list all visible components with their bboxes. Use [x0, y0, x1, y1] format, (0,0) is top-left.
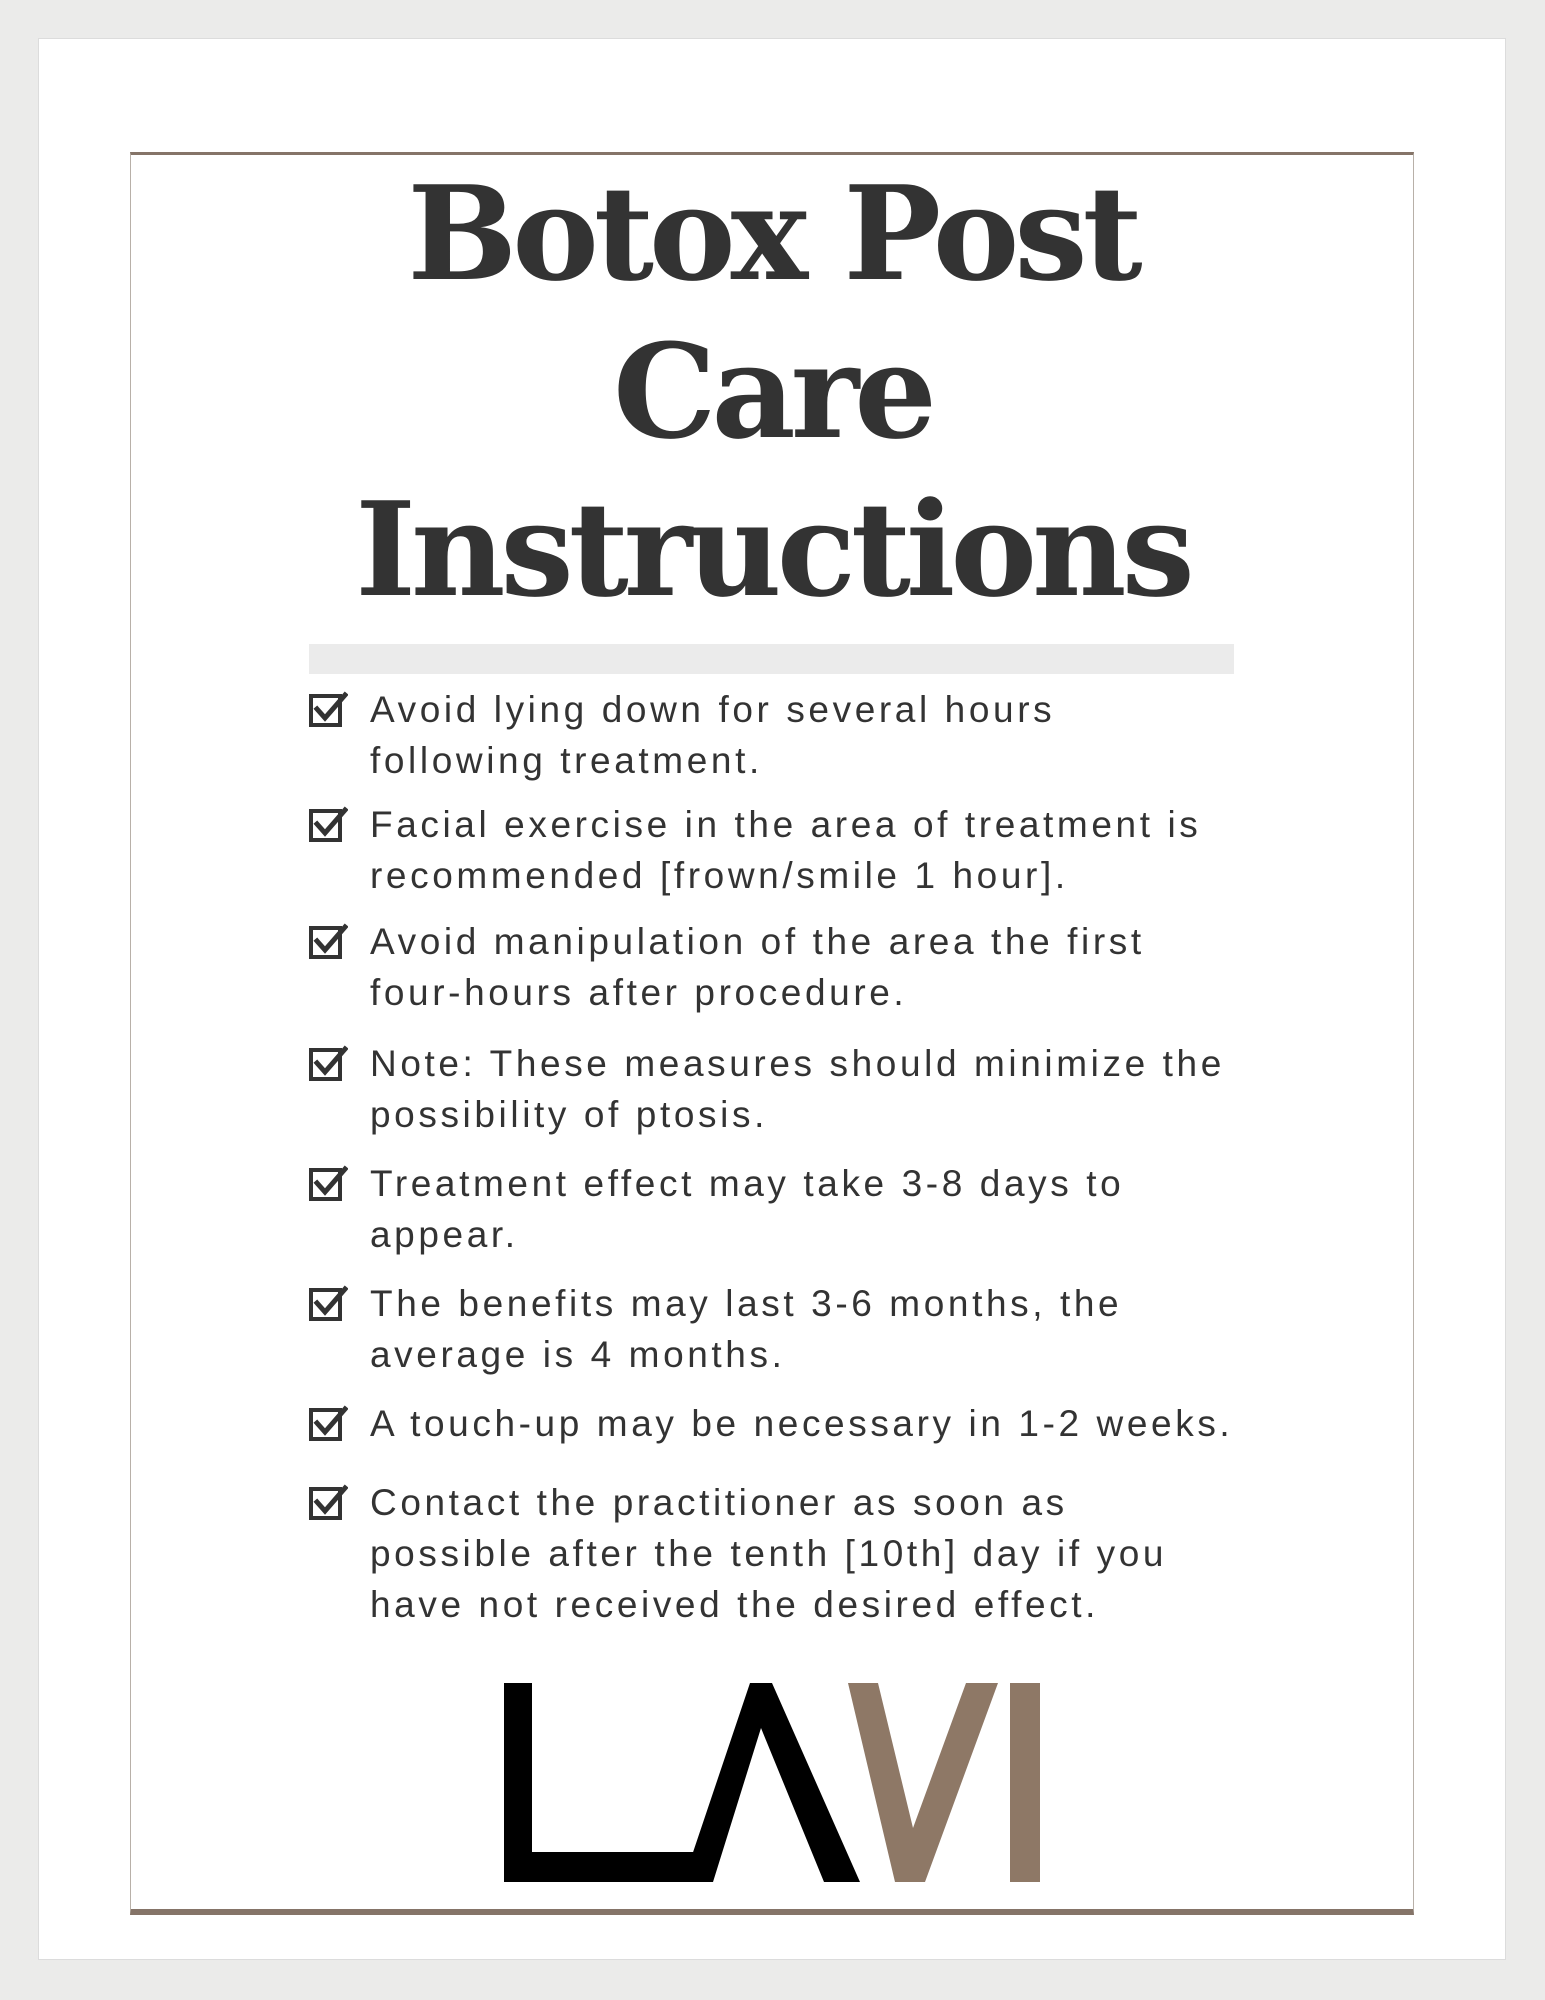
checkbox-checked-icon [308, 805, 348, 845]
checkbox-checked-icon [308, 1483, 348, 1523]
list-item-line: Contact the practitioner as soon as [370, 1482, 1068, 1523]
title-line-3: Instructions [355, 473, 1190, 626]
logo-letter-v [848, 1683, 998, 1882]
list-item-line: possible after the tenth [10th] day if you [370, 1533, 1168, 1574]
title-line-2: Care [613, 315, 932, 468]
list-item-text [370, 799, 1320, 901]
checkbox-checked-icon [308, 1044, 348, 1084]
list-item-text [370, 1477, 1320, 1630]
list-item-line: recommended [frown/smile 1 hour]. [370, 855, 1069, 896]
checkbox-checked-icon [308, 1284, 348, 1324]
title-divider [309, 644, 1234, 674]
list-item-text [370, 684, 1320, 786]
checkbox-checked-icon [308, 922, 348, 962]
checkbox-checked-icon [308, 690, 348, 730]
list-item-line: average is 4 months. [370, 1334, 786, 1375]
list-item-text [370, 1398, 1320, 1449]
list-item-line: The benefits may last 3-6 months, the [370, 1283, 1123, 1324]
list-item-text [370, 916, 1320, 1018]
list-item-text [370, 1158, 1320, 1260]
logo-letter-a [683, 1683, 860, 1882]
lavi-logo [500, 1680, 1045, 1885]
list-item-line: A touch-up may be necessary in 1-2 weeks. [370, 1403, 1234, 1444]
list-item-text [370, 1038, 1320, 1140]
list-item-line: have not received the desired effect. [370, 1584, 1100, 1625]
logo-letter-l [504, 1683, 698, 1882]
page-title [200, 155, 1345, 629]
list-item-line: four-hours after procedure. [370, 972, 908, 1013]
list-item-text [370, 1278, 1320, 1380]
list-item-line: Facial exercise in the area of treatment is [370, 804, 1202, 845]
checkbox-checked-icon [308, 1164, 348, 1204]
list-item-line: appear. [370, 1214, 519, 1255]
checkbox-checked-icon [308, 1404, 348, 1444]
list-item-line: following treatment. [370, 740, 763, 781]
list-item-line: Avoid lying down for several hours [370, 689, 1056, 730]
list-item-line: Avoid manipulation of the area the first [370, 921, 1145, 962]
list-item-line: Note: These measures should minimize the [370, 1043, 1225, 1084]
logo-letter-i [1010, 1683, 1040, 1882]
list-item-line: possibility of ptosis. [370, 1094, 768, 1135]
list-item-line: Treatment effect may take 3-8 days to [370, 1163, 1125, 1204]
title-line-1: Botox Post [407, 157, 1138, 310]
